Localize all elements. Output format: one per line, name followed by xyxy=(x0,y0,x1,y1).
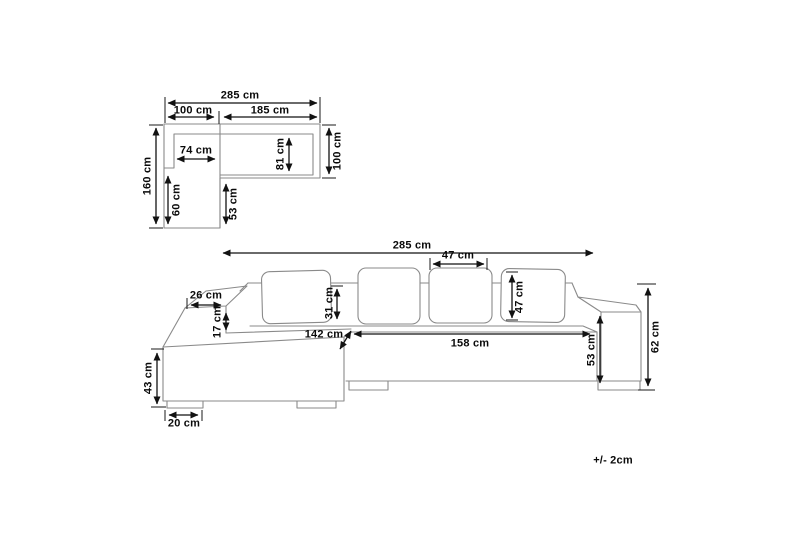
dimension-arrows xyxy=(149,97,656,421)
dim-label-fv-armrest-inner-height: 53 cm xyxy=(585,333,598,367)
dim-label-tv-total-width: 285 cm xyxy=(220,89,260,102)
dim-label-fv-armrest-top-width: 26 cm xyxy=(189,289,223,302)
dim-label-tv-seat-inner-depth: 81 cm xyxy=(274,137,287,171)
dim-label-tv-chaise-inner-length: 60 cm xyxy=(170,183,183,217)
dim-label-fv-foot-width: 20 cm xyxy=(167,417,201,430)
dim-label-fv-cushion-height: 47 cm xyxy=(513,280,526,314)
foot xyxy=(297,401,336,408)
chaise-body xyxy=(163,328,352,401)
dim-label-tv-total-depth: 160 cm xyxy=(141,156,154,196)
left-armrest-silhouette xyxy=(163,308,185,347)
dim-label-tv-chaise-inner-width: 74 cm xyxy=(179,144,213,157)
front-view-drawing xyxy=(163,268,641,408)
tolerance-note: +/- 2cm xyxy=(593,454,633,467)
back-cushion xyxy=(501,268,566,322)
dim-label-tv-chaise-extension: 53 cm xyxy=(227,187,240,221)
dim-label-fv-armrest-above-seat: 17 cm xyxy=(211,305,224,339)
right-armrest-top xyxy=(578,297,641,312)
dim-label-fv-seat-height: 43 cm xyxy=(142,361,155,395)
right-armrest-connector xyxy=(572,283,578,297)
extension-ticks xyxy=(149,97,656,421)
top-view-outer-shape xyxy=(164,124,320,228)
dim-label-fv-seat-front-width: 158 cm xyxy=(450,337,490,350)
back-cushion xyxy=(358,268,420,324)
back-cushion xyxy=(429,268,492,323)
dim-label-fv-cushion-side-height: 31 cm xyxy=(323,286,336,320)
right-armrest-front xyxy=(601,312,641,381)
dim-label-tv-seat-width: 185 cm xyxy=(250,104,290,117)
dim-label-fv-total-height: 62 cm xyxy=(649,320,662,354)
dim-label-fv-chaise-depth: 142 cm xyxy=(304,328,344,341)
dim-label-tv-chaise-width: 100 cm xyxy=(173,104,213,117)
top-view-outline xyxy=(164,124,320,228)
right-armrest-base xyxy=(598,381,640,390)
foot xyxy=(167,401,203,408)
back-cushion xyxy=(261,270,331,324)
foot xyxy=(349,381,388,390)
dim-label-tv-seat-depth: 100 cm xyxy=(331,131,344,171)
dim-label-fv-cushion-width: 47 cm xyxy=(441,249,475,262)
dim-label-fv-total-width: 285 cm xyxy=(392,239,432,252)
